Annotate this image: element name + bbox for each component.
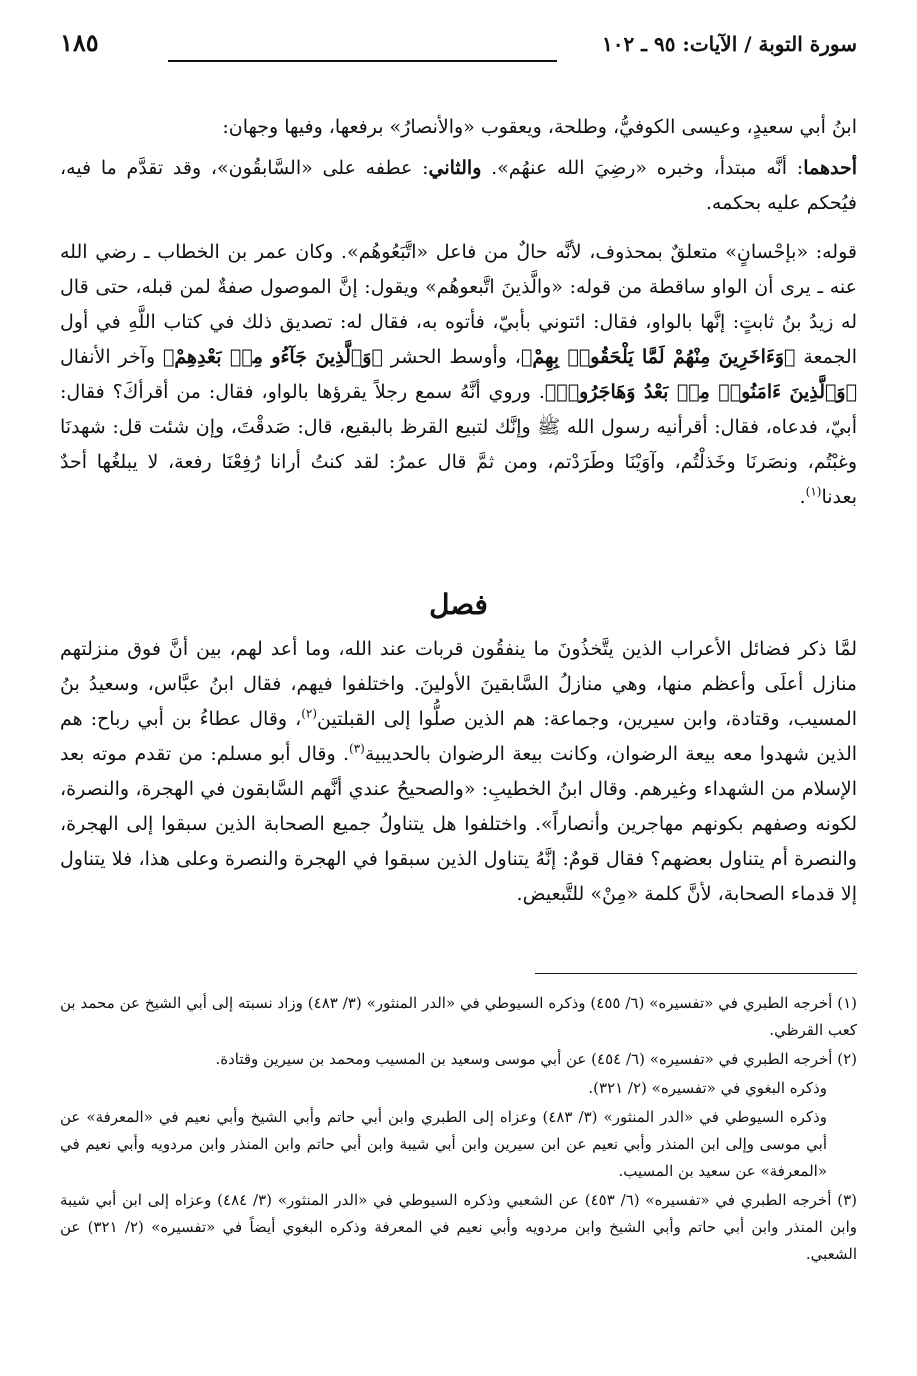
paragraph-two-views [60, 151, 857, 221]
main-text-bottom [60, 632, 857, 912]
quran-verse-jumua: ﴿وَءَاخَرِينَ مِنْهُمْ لَمَّا يَلْحَقُوا۟ بِهِمْ﴾ [520, 346, 796, 368]
page-number: ١٨٥ [60, 28, 99, 57]
paragraph-sabiqun [60, 632, 857, 912]
running-title: سورة التوبة / الآيات: ٩٥ ـ ١٠٢ [601, 32, 857, 56]
footnote-ref-3[interactable]: (٣) [349, 741, 365, 756]
main-text-top [60, 110, 857, 521]
footnote-separator [535, 973, 857, 974]
footnote-2-cont2: وذكره السيوطي في «الدر المنثور» (٣/ ٤٨٣) وعزاه إلى الطبري وابن أبي حاتم وأبي الشيخ وأبي نعيم في «المعرفة» عن أبي موسى وإلى ابن المنذر وأبي نعيم عن ابن سيرين وابن أبي شيبة وابن أبي حاتم وابن المنذر وابن مردويه وأبي نعيم في «المعرفة» عن سعيد بن المسيب. [60, 1108, 827, 1180]
footnote-2: (٢) أخرجه الطبري في «تفسيره» (٦/ ٤٥٤) عن أبي موسى وسعيد بن المسيب ومحمد بن سيرين وقتادة. [215, 1050, 857, 1068]
text-segment: قوله: «بإحْسانٍ» متعلقٌ بمحذوف، لأنَّه حالٌ من فاعل «اتَّبَعُوهُم». وكان عمر بن الخطاب ـ رضي الله عنه ـ يرى أن الواو ساقطة من قوله: «والَّذينَ اتَّبعوهُم» ويقول: إنَّ الموصول صفةٌ لمن قبله، حتى قال له زيدُ بنُ ثابتٍ: إنَّها بالواو، فقال: ائتوني بأبيّ، فأتوه به، فقال له: تصديق ذلك في كتاب اللَّهِ في أول الجمعة [60, 241, 857, 368]
text-segment: . وقال أبو مسلم: من تقدم موته بعد الإسلام من الشهداء وغيرهم. وقال ابنُ الخطيبِ: «والصحيحُ عندي أنَّهم السَّابقون في الهجرة، والنصرة، لكونه وصفهم بكونهم مهاجرين وأنصاراً». واختلفوا هل يتناولُ جميع الصحابة الذين سبقوا إلى الهجرة، والنصرة أم يتناول بعضهم؟ فقال قومٌ: إنَّهُ يتناول الذين سبقوا في الهجرة والنصرة وعلى هذا، فلا يتناول إلا قدماء الصحابة، لأنَّ كلمة «مِنْ» للتَّبعيض. [60, 743, 857, 905]
header-rule [168, 60, 557, 62]
footnote-1: (١) أخرجه الطبري في «تفسيره» (٦/ ٤٥٥) وذكره السيوطي في «الدر المنثور» (٣/ ٤٨٣) وزاد نسبته إلى أبي الشيخ عن محمد بن كعب القرظي. [60, 994, 858, 1039]
paragraph-readings: ابنُ أبي سعيدٍ، وعيسى الكوفيُّ، وطلحة، ويعقوب «والأنصارُ» برفعها، وفيها وجهان: [222, 116, 857, 138]
quran-verse-anfal: ﴿وَٱلَّذِينَ ءَامَنُوا۟ مِنۢ بَعْدُ وَهَاجَرُوا۟﴾ [544, 381, 857, 403]
text-segment: : أنَّه مبتدأ، وخبره «رضِيَ الله عنهُم». [481, 157, 804, 179]
section-heading: فصل [429, 588, 488, 621]
page-header [60, 28, 857, 68]
footnote-2-cont: وذكره البغوي في «تفسيره» (٢/ ٣٢١). [588, 1079, 827, 1097]
text-segment: : عطفه على «السَّابقُون»، وقد تقدَّم ما فيه، فيُحكم عليه بحكمه. [60, 157, 857, 214]
text-segment: وآخر الأنفال [60, 346, 163, 368]
paragraph-umar-story [60, 235, 857, 515]
text-segment: ، وقال عطاءُ بن أبي رباح: هم الذين شهدوا معه بيعة الرضوان، وكانت بيعة الرضوان بالحديبية [60, 708, 858, 765]
text-segment: لمَّا ذكر فضائل الأعراب الذين يتَّخذُونَ ما ينفقُون قربات عند الله، وما أعد لهم، بين أنَّ فوق منزلتهم منازل أعلَى وأعظم منها، وهي منازلُ السَّابقينَ الأولينَ. واختلفوا فيهم، فقال ابنُ عبَّاس، وسعيدُ بنُ المسيب، وقتادة، وابن سيرين، وجماعة: هم الذين صلُّوا إلى القبلتين [60, 638, 857, 730]
footnote-3: (٣) أخرجه الطبري في «تفسيره» (٦/ ٤٥٣) عن الشعبي وذكره السيوطي في «الدر المنثور» (٣/ ٤٨٤) وعزاه إلى ابن أبي شيبة وابن المنذر وابن أبي حاتم وأبي الشيخ وابن مردويه وأبي نعيم في المعرفة وذكره البغوي أيضاً في «تفسيره» (٢/ ٣٢١) عن الشعبي. [60, 1191, 857, 1263]
footnotes [60, 990, 857, 1270]
bold-lead-first: أحدهما [803, 157, 857, 179]
text-segment: . [799, 486, 806, 508]
footnote-ref-2[interactable]: (٢) [301, 706, 318, 721]
text-segment: ، وأوسط الحشر [382, 346, 521, 368]
footnote-ref-1[interactable]: (١) [805, 484, 822, 499]
quran-verse-hashr: ﴿وَٱلَّذِينَ جَآءُو مِنۢ بَعْدِهِمْ﴾ [163, 346, 383, 368]
bold-lead-second: والثاني [428, 157, 482, 179]
text-segment: . وروي أنَّهُ سمع رجلاً يقرؤها بالواو، فقال: من أقرأكَ؟ فقال: أبيّ، فدعاه، فقال: أقرأنيه رسول الله ﷺ وإنَّك لتبيع القرظ بالبقيع، قال: صَدقْتَ، وإن شئت قل: شهدنَا وغبْتُم، ونصَرنَا وخَذلْتُم، وآوَيْنَا وطَرَدْتم، ومن ثمَّ قال عمرُ: لقد كنتُ أرانا رُفِعْنَا رفعة، لا يبلغُها أحدٌ بعدنا [60, 381, 857, 508]
